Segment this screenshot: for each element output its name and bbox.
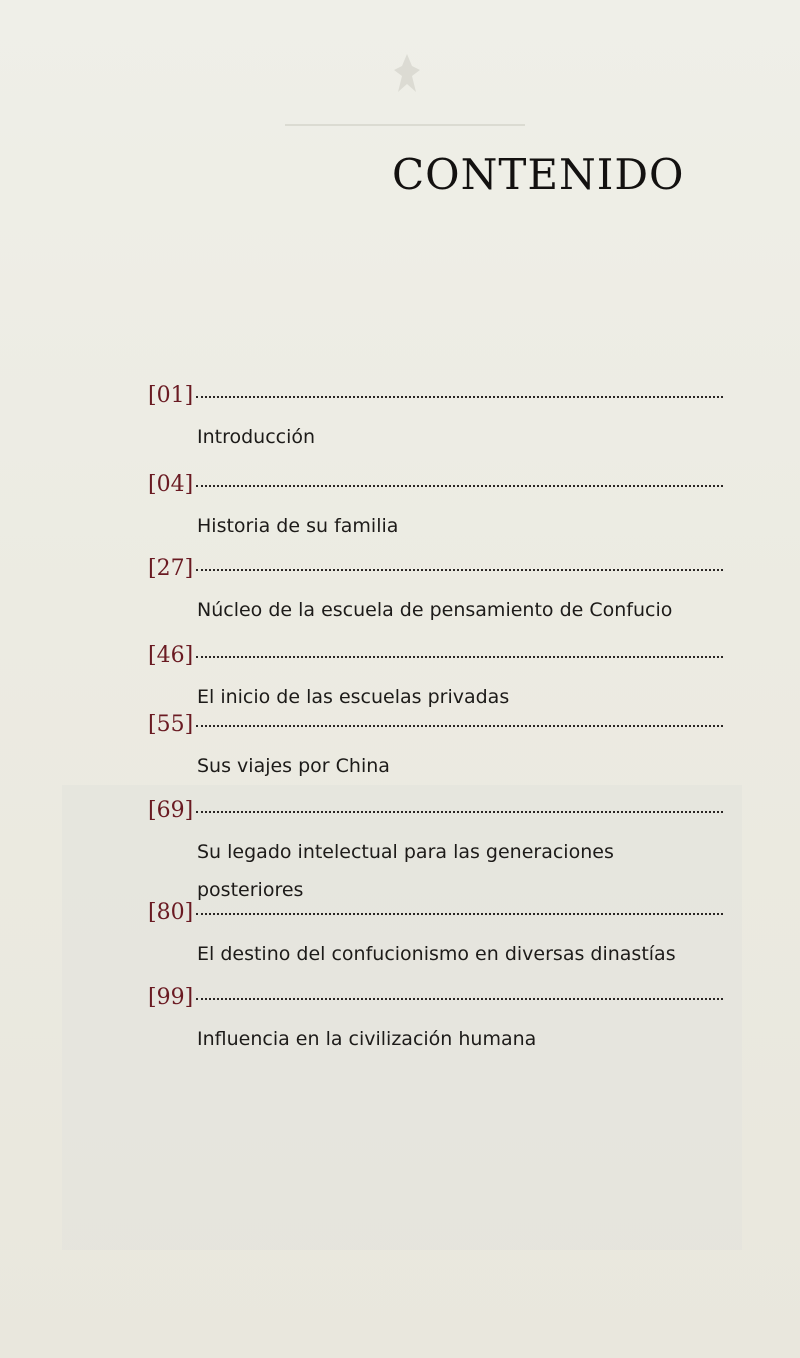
page-number: [46] [148,643,194,668]
dot-leader [196,725,723,727]
toc-entry[interactable] [148,556,723,629]
page-number: [80] [148,900,194,925]
page-number: [55] [148,712,194,737]
page-number: [69] [148,798,194,823]
toc-entry[interactable] [148,900,723,973]
entry-title: Influencia en la civilización humana [197,1028,537,1050]
entry-title: El inicio de las escuelas privadas [197,686,510,708]
toc-entry[interactable] [148,798,723,909]
dot-leader [196,811,723,813]
page-number: [99] [148,985,194,1010]
dot-leader [196,998,723,1000]
toc-entry[interactable] [148,643,723,716]
entry-title: Sus viajes por China [197,755,390,777]
toc-entry[interactable] [148,712,723,785]
entry-title: Su legado intelectual para las generaciones posteriores [197,841,614,901]
toc-entry[interactable] [148,985,723,1058]
entry-title: Introducción [197,426,316,448]
toc-entry[interactable] [148,472,723,545]
page-number: [27] [148,556,194,581]
entry-title: Historia de su familia [197,515,399,537]
page-number: [04] [148,472,194,497]
dot-leader [196,656,723,658]
dot-leader [196,913,723,915]
page-title: CONTENIDO [392,150,685,199]
dot-leader [196,569,723,571]
entry-title: El destino del confucionismo en diversas dinastías [197,943,676,965]
dot-leader [196,485,723,487]
toc-entry[interactable] [148,383,723,456]
dot-leader [196,396,723,398]
page-number: [01] [148,383,194,408]
entry-title: Núcleo de la escuela de pensamiento de Confucio [197,599,673,621]
